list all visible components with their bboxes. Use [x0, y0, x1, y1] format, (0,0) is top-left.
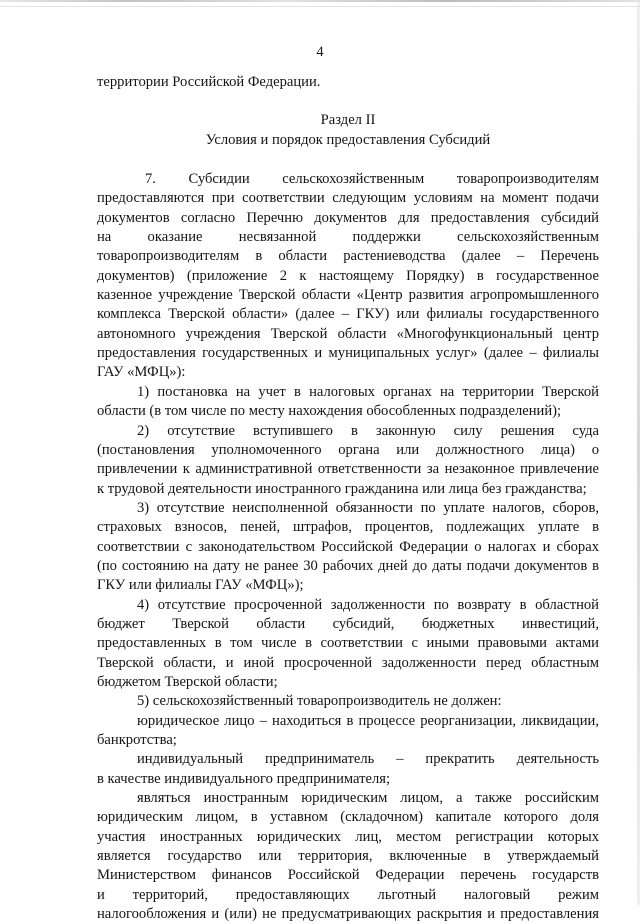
text-line: предоставленных в том числе в соответствии с иными правовыми актами	[97, 635, 599, 652]
text-line: привлечении к административной ответственности за незаконное привлечение	[97, 461, 599, 478]
condition-1	[97, 383, 599, 422]
text-line: 5) сельскохозяйственный товаропроизводитель не должен:	[137, 693, 502, 710]
text-line: банкротства;	[97, 732, 177, 748]
text-line: документов согласно Перечню документов для предоставления субсидий	[97, 209, 599, 226]
scan-edge-top	[0, 0, 640, 2]
text-line: юридическое лицо – находиться в процессе реорганизации, ликвидации,	[137, 712, 599, 729]
text-line: бюджет Тверской области субсидий, бюджетных инвестиций,	[97, 615, 599, 632]
text-line: предоставления государственных и муниципальных услуг» (далее – филиалы	[97, 345, 599, 362]
text-line: бюджетом Тверской области;	[97, 673, 278, 690]
text-line: индивидуальный предприниматель – прекратить деятельность	[137, 751, 599, 768]
text-line: страховых взносов, пеней, штрафов, процентов, подлежащих уплате в	[97, 519, 599, 536]
text-line: ГКУ или филиалы ГАУ «МФЦ»);	[97, 577, 304, 594]
section-heading	[97, 111, 599, 150]
text-line: и территорий, предоставляющих льготный налоговый режим	[97, 886, 599, 903]
text-line: является государство или территория, включенные в утверждаемый	[97, 848, 599, 865]
text-line: (по состоянию на дату не ранее 30 рабочих дней до даты подачи документов в	[97, 557, 599, 574]
text-line: 7. Субсидии сельскохозяйственным товаропроизводителям	[145, 171, 599, 188]
text-line: предоставляются при соответствии следующим условиям на момент подачи	[97, 190, 599, 207]
paragraph-7	[97, 170, 599, 383]
text-line: 4) отсутствие просроченной задолженности по возврату в областной	[137, 596, 599, 613]
carryover-line	[97, 73, 599, 92]
text-line: товаропроизводителям в области растениеводства (далее – Перечень	[97, 248, 599, 265]
document-body	[97, 73, 599, 924]
text-line: Тверской области, и иной просроченной задолженности перед областным	[97, 654, 599, 671]
section-title: Раздел II	[320, 112, 376, 129]
scan-edge-top-secondary	[0, 6, 640, 7]
text-line: 2) отсутствие вступившего в законную силу решения суда	[137, 422, 599, 439]
condition-3	[97, 499, 599, 596]
text-line: автономного учреждения Тверской области «Многофункциональный центр	[97, 325, 599, 342]
text-line: Министерством финансов Российской Федерации перечень государств	[97, 867, 599, 884]
text-line: соответствии с законодательством Российской Федерации о налогах и сборах	[97, 538, 599, 555]
text-line: территории Российской Федерации.	[97, 74, 321, 90]
page-number: 4	[316, 44, 324, 60]
text-line: (постановления уполномоченного органа или должностного лица) о	[97, 441, 599, 458]
spacer	[97, 92, 599, 111]
text-line: области (в том числе по месту нахождения обособленных подразделений);	[97, 403, 562, 420]
text-line: участия иностранных юридических лиц, местом регистрации которых	[97, 828, 599, 845]
text-line: комплекса Тверской области» (далее – ГКУ) или филиалы государственного	[97, 306, 599, 323]
condition-2	[97, 422, 599, 499]
text-line: документов) (приложение 2 к настоящему Порядку) в государственное	[97, 267, 599, 284]
text-line: казенное учреждение Тверской области «Центр развития агропромышленного	[97, 287, 599, 304]
text-line: налогообложения и (или) не предусматривающих раскрытия и предоставления	[97, 906, 599, 923]
text-line: 3) отсутствие неисполненной обязанности по уплате налогов, сборов,	[137, 499, 599, 516]
text-line: 1) постановка на учет в налоговых органах на территории Тверской	[137, 383, 599, 400]
condition-5	[97, 692, 599, 711]
text-line: в качестве индивидуального предпринимателя;	[97, 770, 391, 787]
condition-4	[97, 596, 599, 693]
condition-5-legal-entity	[97, 712, 599, 751]
condition-5-individual-entrepreneur	[97, 750, 599, 789]
condition-5-foreign-entity	[97, 789, 599, 924]
text-line: являться иностранным юридическим лицом, а также российским	[137, 790, 599, 807]
text-line: ГАУ «МФЦ»):	[97, 364, 186, 381]
text-line: к трудовой деятельности иностранного гражданина или лица без гражданства;	[97, 480, 587, 497]
section-subtitle: Условия и порядок предоставления Субсидий	[205, 131, 491, 148]
text-line: на оказание несвязанной поддержки сельскохозяйственным	[97, 229, 599, 246]
text-line: юридическим лицом, в уставном (складочном) капитале которого доля	[97, 809, 599, 826]
spacer	[97, 150, 599, 170]
